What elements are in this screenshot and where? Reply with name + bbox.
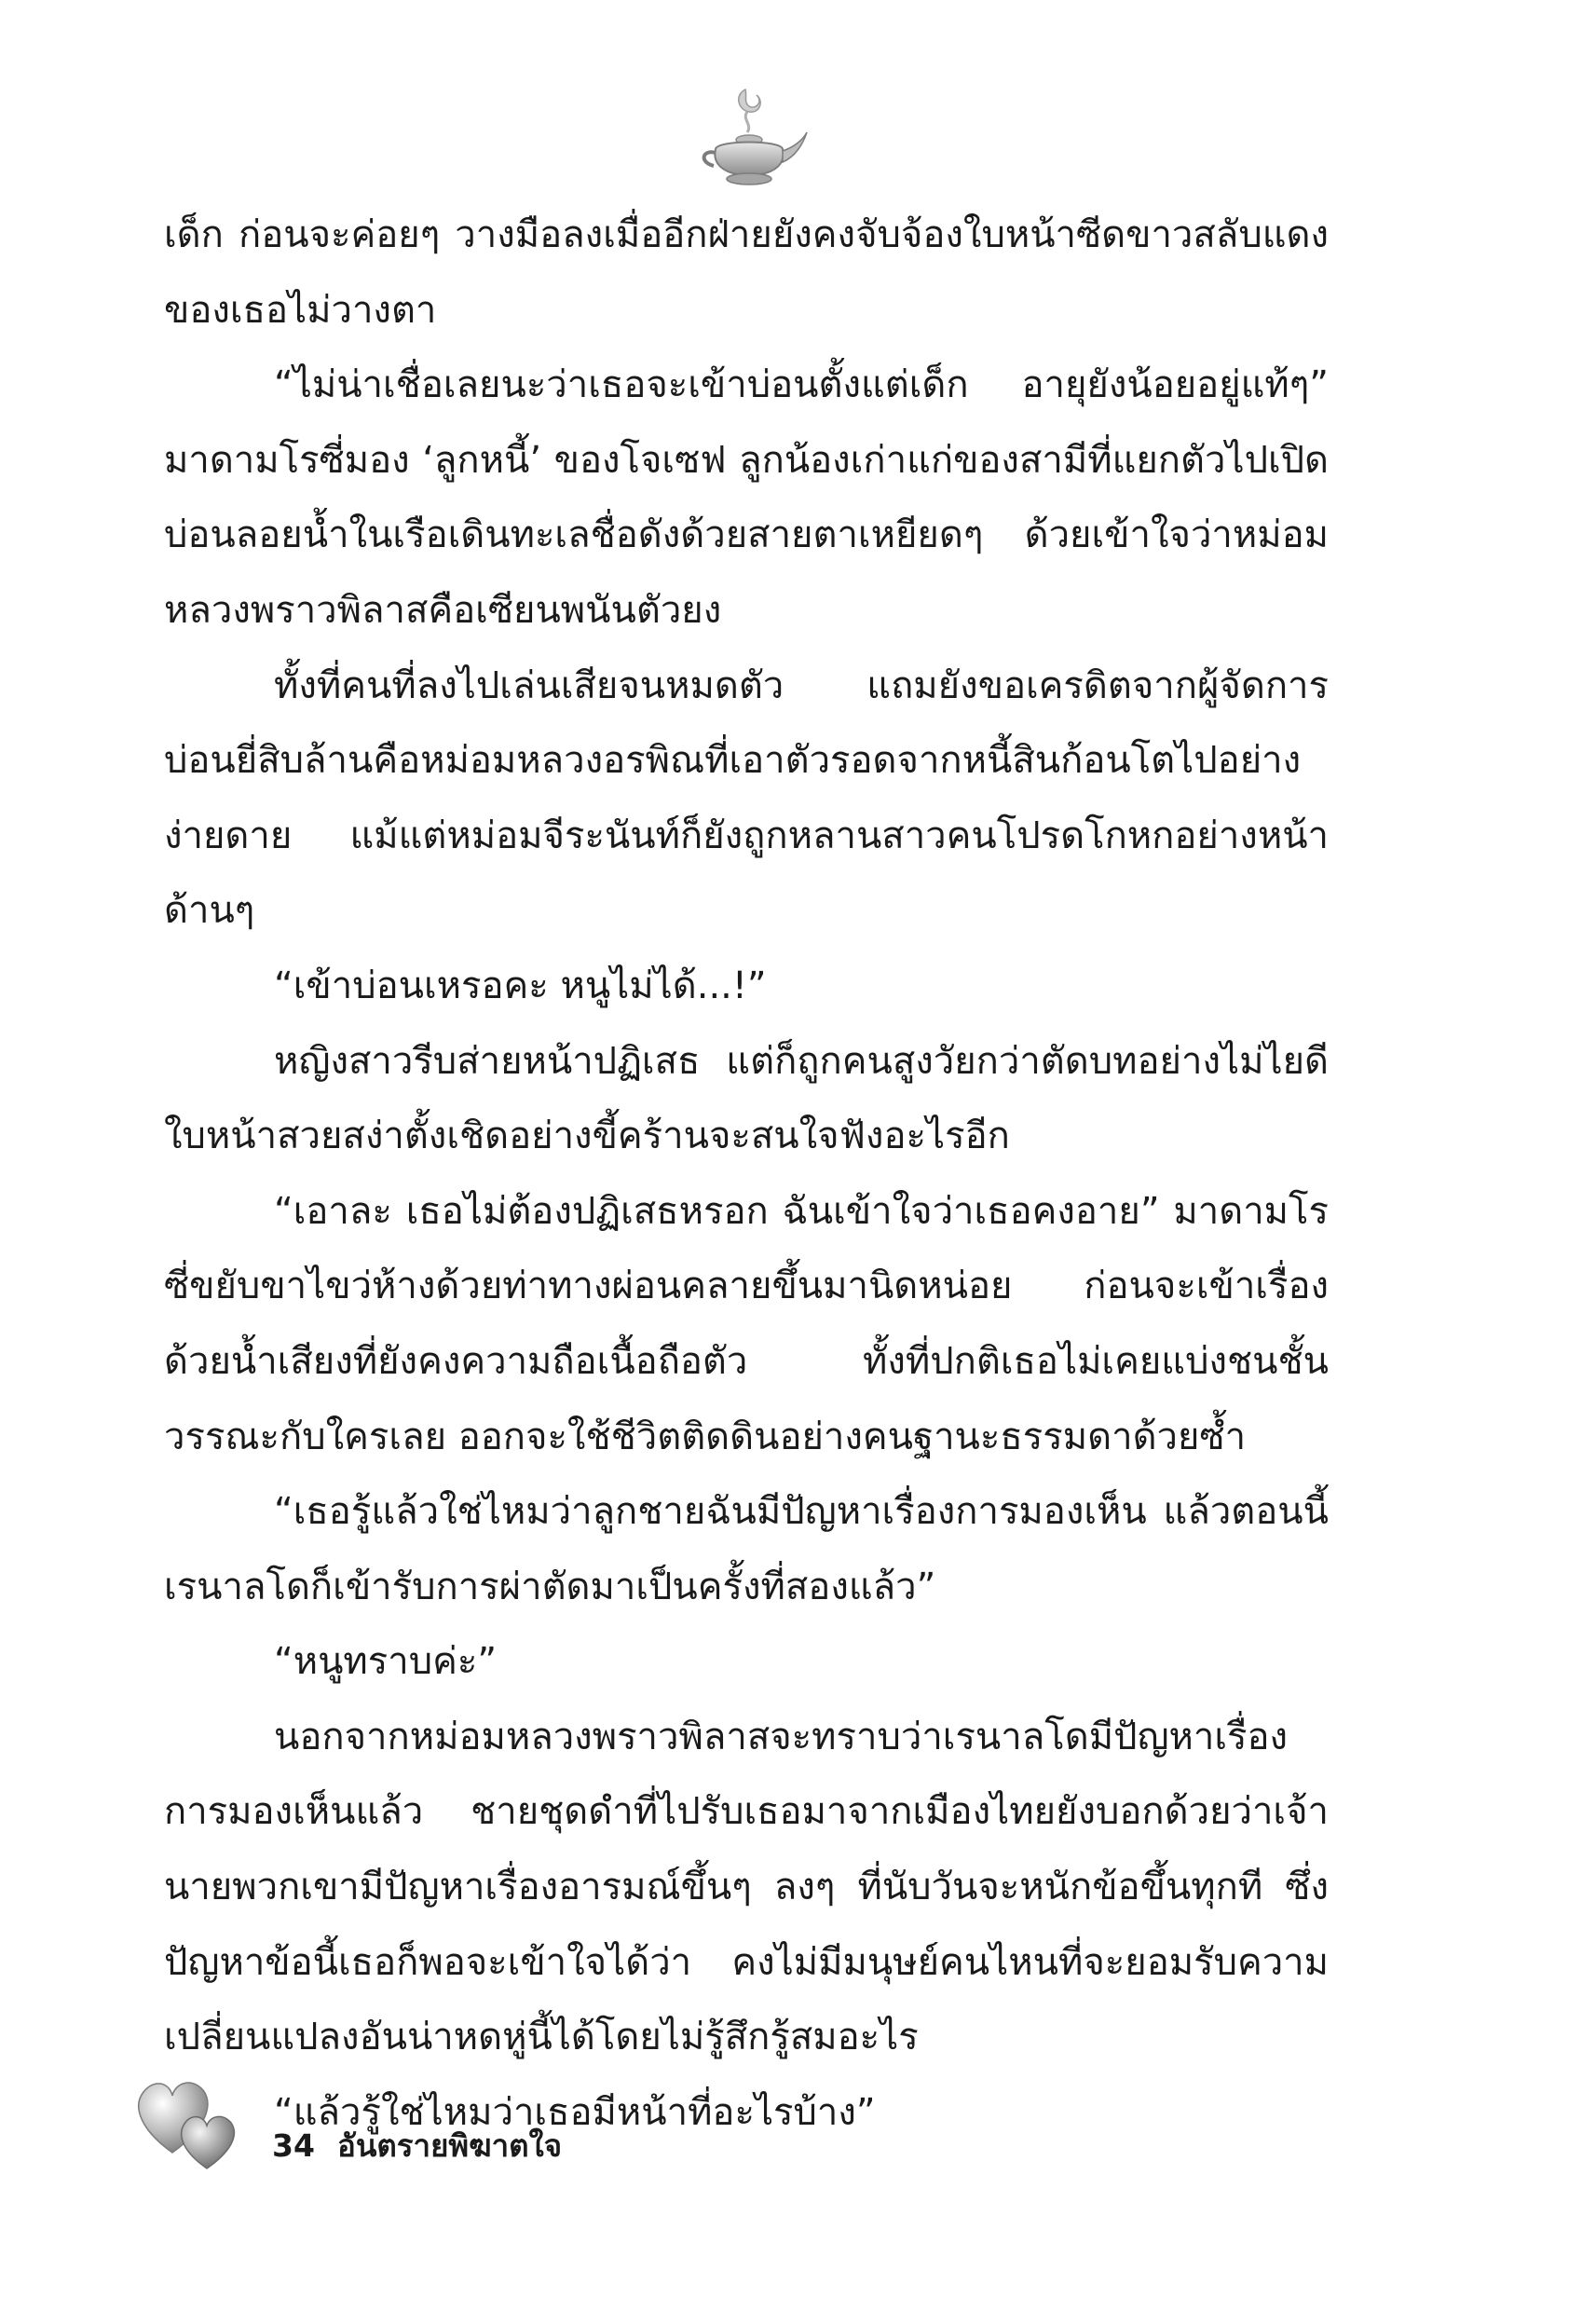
paragraph: หญิงสาวรีบส่ายหน้าปฏิเสธ แต่ก็ถูกคนสูงวัยกว่าตัดบทอย่างไม่ไยดี ใบหน้าสวยสง่าตั้งเชิดอย่างขี้คร้านจะสนใจฟังอะไรอีก	[164, 1039, 1329, 1158]
paragraph: “ไม่น่าเชื่อเลยนะว่าเธอจะเข้าบ่อนตั้งแต่เด็ก อายุยังน้อยอยู่แท้ๆ” มาดามโรซี่มอง ‘ลูกหนี้’ ของโจเซฟ ลูกน้องเก่าแก่ของสามีที่แยกตัวไปเปิดบ่อนลอยน้ำในเรือเดินทะเลชื่อดังด้วยสายตาเหยียดๆ ด้วยเข้าใจว่าหม่อมหลวงพราวพิลาสคือเซียนพนันตัวยง	[164, 363, 1329, 632]
book-title: อันตรายพิฆาตใจ	[337, 2127, 563, 2164]
page-number: 34	[272, 2127, 315, 2164]
paragraph: “เข้าบ่อนเหรอคะ หนูไม่ได้...!”	[274, 964, 767, 1007]
magic-lamp-icon	[689, 82, 811, 194]
paragraph: “หนูทราบค่ะ”	[274, 1640, 498, 1684]
paragraph: “เอาละ เธอไม่ต้องปฏิเสธหรอก ฉันเข้าใจว่าเธอคงอาย” มาดามโรซี่ขยับขาไขว่ห้างด้วยท่าทางผ่อนคลายขึ้นมานิดหน่อย ก่อนจะเข้าเรื่องด้วยน้ำเสียงที่ยังคงความถือเนื้อถือตัว ทั้งที่ปกติเธอไม่เคยแบ่งชนชั้นวรรณะกับใครเลย ออกจะใช้ชีวิตติดดินอย่างคนฐานะธรรมดาด้วยซ้ำ	[164, 1189, 1329, 1458]
hearts-icon	[130, 2064, 247, 2176]
body-text	[164, 198, 1329, 2150]
page-footer	[130, 2064, 783, 2195]
paragraph: “แล้วรู้ใช่ไหมว่าเธอมีหน้าที่อะไรบ้าง”	[274, 2090, 876, 2134]
paragraph: นอกจากหม่อมหลวงพราวพิลาสจะทราบว่าเรนาลโดมีปัญหาเรื่องการมองเห็นแล้ว ชายชุดดำที่ไปรับเธอมาจากเมืองไทยยังบอกด้วยว่าเจ้านายพวกเขามีปัญหาเรื่องอารมณ์ขึ้นๆ ลงๆ ที่นับวันจะหนักข้อขึ้นทุกที ซึ่งปัญหาข้อนี้เธอก็พอจะเข้าใจได้ว่า คงไม่มีมนุษย์คนไหนที่จะยอมรับความเปลี่ยนแปลงอันน่าหดหู่นี้ได้โดยไม่รู้สึกรู้สมอะไร	[164, 1715, 1329, 2059]
paragraph: เด็ก ก่อนจะค่อยๆ วางมือลงเมื่ออีกฝ่ายยังคงจับจ้องใบหน้าซีดขาวสลับแดงของเธอไม่วางตา	[164, 213, 1329, 332]
paragraph: ทั้งที่คนที่ลงไปเล่นเสียจนหมดตัว แถมยังขอเครดิตจากผู้จัดการบ่อนยี่สิบล้านคือหม่อมหลวงอรพิณที่เอาตัวรอดจากหนี้สินก้อนโตไปอย่างง่ายดาย แม้แต่หม่อมจีระนันท์ก็ยังถูกหลานสาวคนโปรดโกหกอย่างหน้าด้านๆ	[164, 663, 1329, 933]
paragraph: “เธอรู้แล้วใช่ไหมว่าลูกชายฉันมีปัญหาเรื่องการมองเห็น แล้วตอนนี้เรนาลโดก็เข้ารับการผ่าตัดมาเป็นครั้งที่สองแล้ว”	[164, 1490, 1329, 1608]
